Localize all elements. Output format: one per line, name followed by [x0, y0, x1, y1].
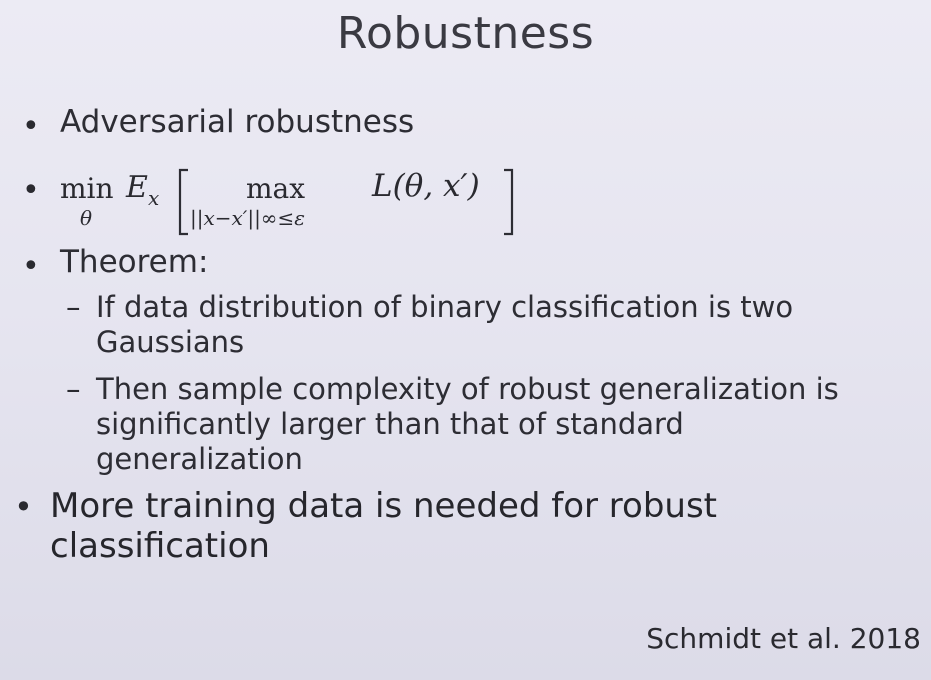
sub-item-gaussians — [96, 290, 896, 360]
formula-min-subscript: θ — [80, 206, 93, 230]
sub-item-sample-complexity — [96, 372, 896, 477]
bullet-icon: • — [22, 249, 40, 284]
right-bracket-icon — [498, 168, 518, 238]
formula-min: min — [60, 172, 114, 205]
sub-item-line: significantly larger than that of standard — [96, 407, 684, 441]
dash-icon: – — [66, 290, 81, 324]
sub-item-line: generalization — [96, 442, 303, 476]
bullet-theorem: Theorem: — [60, 244, 209, 280]
slide-title: Robustness — [336, 8, 595, 59]
bullet-adversarial-robustness: Adversarial robustness — [60, 104, 415, 140]
formula-loss: L(θ, x′) — [372, 168, 480, 204]
formula-max: max — [246, 172, 306, 205]
bullet-icon: • — [14, 488, 33, 526]
sub-item-line: Gaussians — [96, 325, 245, 359]
sub-item-line: If data distribution of binary classification is two — [96, 290, 794, 324]
bullet-line: classification — [50, 526, 270, 566]
sub-item-line: Then sample complexity of robust generalization is — [96, 372, 839, 406]
robust-objective-formula — [60, 162, 580, 242]
formula-expectation-subscript: x — [148, 186, 160, 210]
bullet-icon: • — [22, 109, 40, 144]
bullet-more-training-data — [50, 486, 880, 566]
formula-max-subscript: ||x−x′||∞≤ε — [190, 206, 305, 230]
dash-icon: – — [66, 372, 81, 406]
bullet-icon: • — [22, 173, 40, 208]
bullet-line: More training data is needed for robust — [50, 486, 718, 526]
formula-expectation: E — [126, 170, 148, 205]
citation: Schmidt et al. 2018 — [646, 622, 921, 655]
